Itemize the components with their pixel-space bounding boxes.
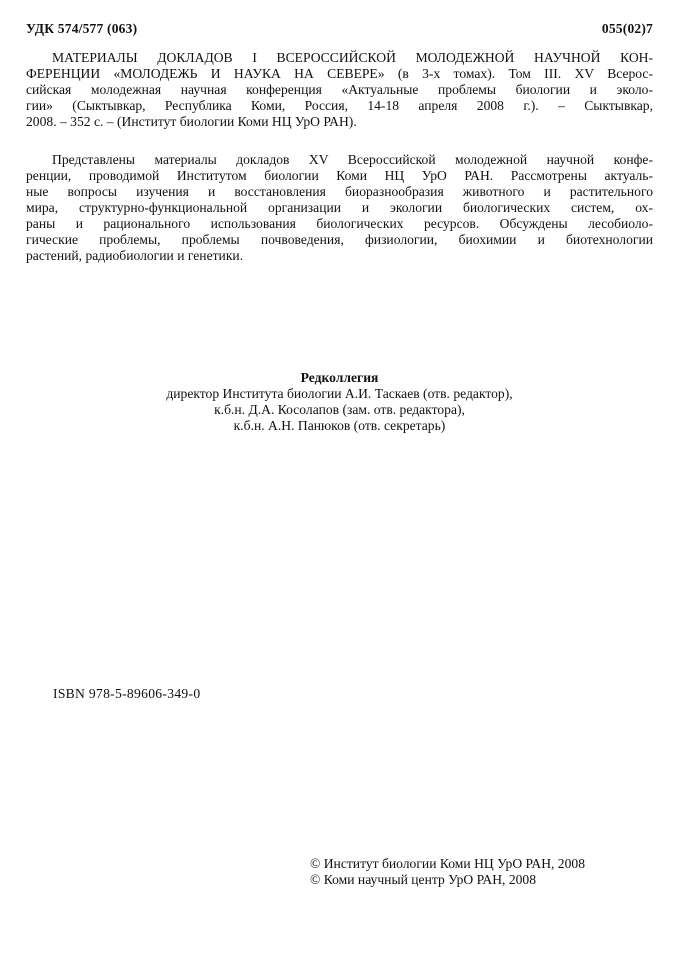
biblio-line: гии» (Сыктывкар, Республика Коми, Россия, 14-18 апреля 2008 г.). – Сыктывкар, [26,98,653,113]
bbk-code: 055(02)7 [601,21,653,36]
editorial-heading: Редколлегия [300,370,379,385]
biblio-line: сийская молодежная научная конференция «Актуальные проблемы биологии и эколо- [26,82,653,97]
annotation-line: ренции, проводимой Институтом биологии Коми НЦ УрО РАН. Рассмотрены актуаль- [26,168,653,183]
biblio-line: МАТЕРИАЛЫ ДОКЛАДОВ I ВСЕРОССИЙСКОЙ МОЛОДЕЖНОЙ НАУЧНОЙ КОН- [52,50,653,65]
biblio-line: 2008. – 352 с. – (Институт биологии Коми НЦ УрО РАН). [26,114,357,129]
isbn: ISBN 978-5-89606-349-0 [53,686,201,701]
copyright-block [310,856,585,888]
copyright-line: © Институт биологии Коми НЦ УрО РАН, 2008 [310,856,585,871]
udk-code: УДК 574/577 (063) [26,21,138,36]
annotation-line: ные вопросы изучения и восстановления биоразнообразия животного и растительного [26,184,653,199]
annotation-line: раны и рационального использования биологических ресурсов. Обсуждены лесобиоло- [26,216,653,231]
biblio-line: ФЕРЕНЦИИ «МОЛОДЕЖЬ И НАУКА НА СЕВЕРЕ» (в 3-х томах). Том III. XV Всерос- [26,66,653,81]
editorial-member: к.б.н. А.Н. Панюков (отв. секретарь) [233,418,446,433]
copyright-line: © Коми научный центр УрО РАН, 2008 [310,872,537,887]
annotation [26,152,653,264]
annotation-line: растений, радиобиологии и генетики. [26,248,244,263]
annotation-line: гические проблемы, проблемы почвоведения, физиологии, биохимии и биотехнологии [26,232,653,247]
bibliographic-description [26,50,653,130]
editorial-member: к.б.н. Д.А. Косолапов (зам. отв. редактора), [214,402,465,417]
editorial-board [0,370,679,434]
editorial-member: директор Института биологии А.И. Таскаев (отв. редактор), [166,386,513,401]
annotation-line: Представлены материалы докладов XV Всероссийской молодежной научной конфе- [52,152,653,167]
annotation-line: мира, структурно-функциональной организации и экологии биологических систем, ох- [26,200,653,215]
